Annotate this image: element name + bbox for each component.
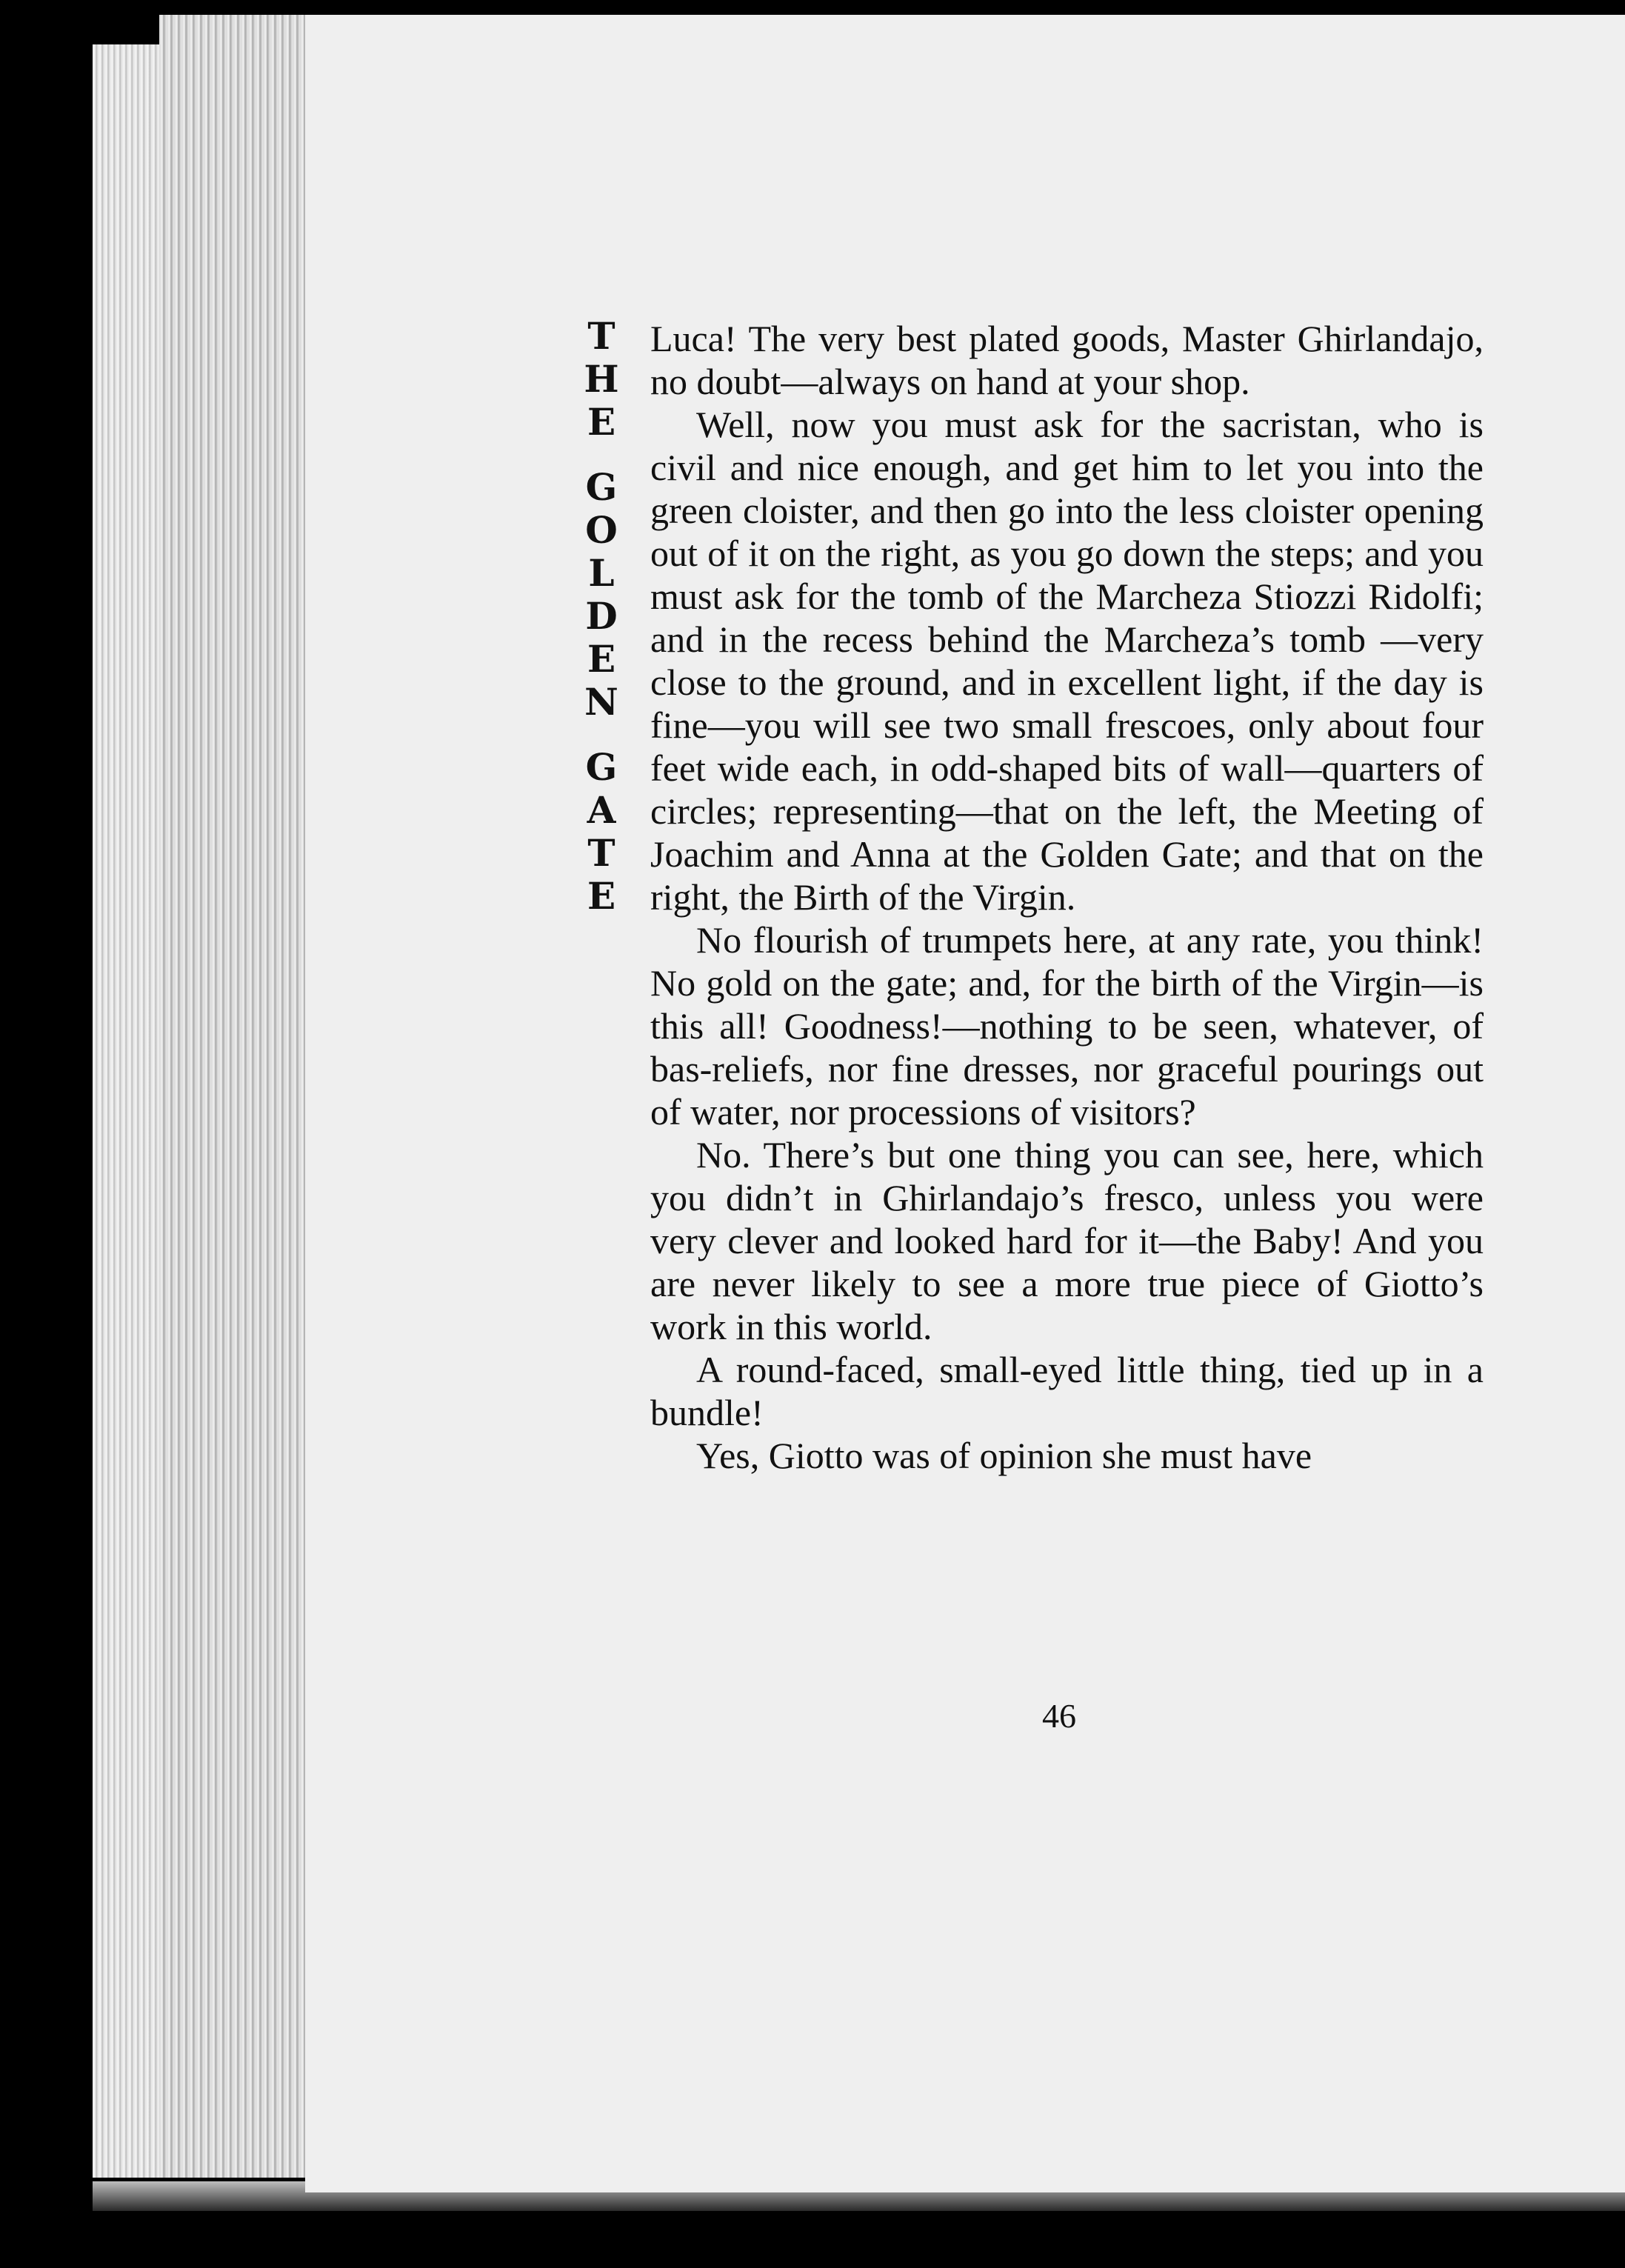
margin-letter: G (585, 465, 618, 509)
paragraph: A round-faced, small-eyed little thing, tied up in a bundle! (650, 1349, 1484, 1433)
margin-word-the (579, 315, 624, 444)
margin-word-golden (579, 466, 624, 724)
margin-letter: L (588, 551, 615, 595)
margin-letter: T (587, 831, 615, 875)
margin-letter: D (585, 594, 618, 638)
margin-letter: G (585, 745, 618, 789)
margin-letter: H (584, 357, 619, 401)
body-text (650, 317, 1484, 1477)
margin-letter: A (587, 788, 616, 832)
page-stack (159, 15, 307, 2178)
paragraph: Well, now you must ask for the sacristan, who is civil and nice enough, and get him to let you into the green cloister, and then go into the less cloister opening out of it on the right, as you go down the steps; and you must ask for the tomb of the Marcheza Stiozzi Ridolfi; and in the recess behind the Marcheza’s tomb —very close to the ground, and in excellent light, if the day is fine—you will see two small frescoes, only about four feet wide each, in odd-shaped bits of wall—quarters of circles; representing—that on the left, the Meeting of Joachim and Anna at the Golden Gate; and that on the right, the Birth of the Virgin. (650, 404, 1484, 918)
margin-letter: E (587, 874, 616, 918)
page-number: 46 (1042, 1697, 1076, 1735)
margin-letter: E (587, 400, 616, 444)
margin-letter: T (587, 314, 615, 358)
margin-letter: E (587, 637, 616, 681)
paragraph: Yes, Giotto was of opinion she must have (696, 1435, 1312, 1476)
margin-running-title (579, 315, 624, 1004)
margin-letter: O (585, 508, 618, 552)
paragraph: No flourish of trumpets here, at any rate, you think! No gold on the gate; and, for the birth of the Virgin—is this all! Goodness!—nothing to be seen, whatever, of bas-reliefs, nor fine dresses, nor graceful pourings out of water, nor processions of visitors? (650, 919, 1484, 1133)
margin-letter: N (584, 680, 618, 724)
paragraph: No. There’s but one thing you can see, here, which you didn’t in Ghirlandajo’s fresco, unless you were very clever and looked hard for it—the Baby! And you are never likely to see a more true piece of Giotto’s work in this world. (650, 1134, 1484, 1347)
paragraph-continued: Luca! The very best plated goods, Master Ghirlandajo, no doubt—always on hand at your shop. (650, 318, 1484, 402)
margin-word-gate (579, 746, 624, 918)
